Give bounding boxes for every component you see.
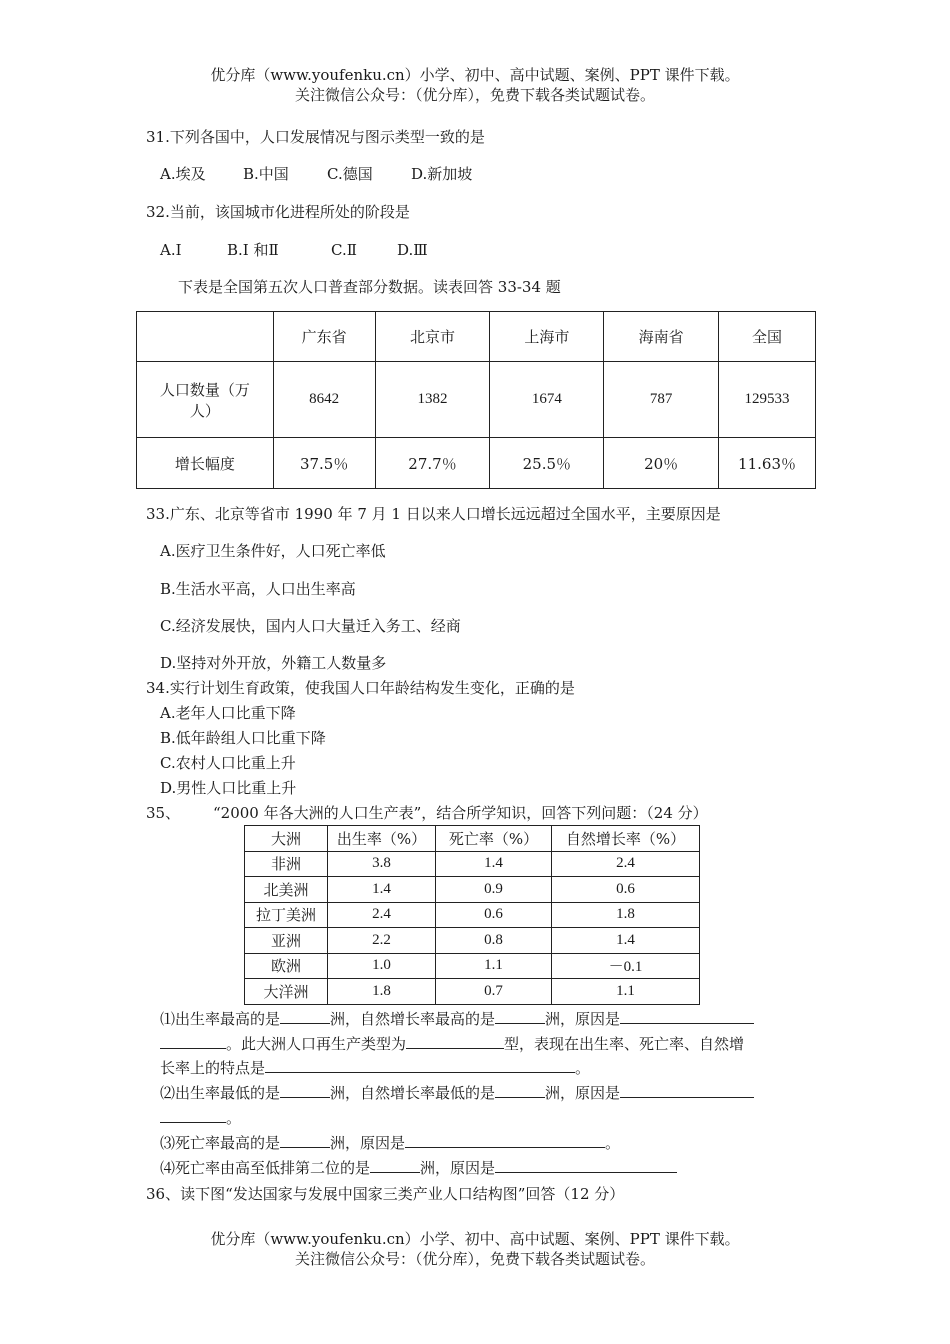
- answer-blank[interactable]: [406, 1034, 504, 1049]
- table-cell: 欧洲: [245, 953, 328, 979]
- answer-blank[interactable]: [280, 1133, 330, 1148]
- table-header-cell: 全国: [719, 312, 816, 362]
- table-intro: 下表是全国第五次人口普查部分数据。读表回答 33-34 题: [178, 278, 561, 296]
- q35-number: 35、: [146, 804, 181, 822]
- q35-sub2-text-b: 洲，自然增长率最低的是: [330, 1084, 496, 1102]
- table-cell: 1.4: [436, 851, 552, 877]
- answer-blank[interactable]: [620, 1083, 754, 1098]
- q35-sub1-text-g: 。: [575, 1059, 591, 1077]
- table-row: [245, 928, 700, 954]
- table-cell: 拉丁美洲: [245, 902, 328, 928]
- q35-sub1-text-f: 长率上的特点是: [160, 1059, 266, 1077]
- table-cell: 2.4: [552, 851, 700, 877]
- table-cell: 0.9: [436, 877, 552, 903]
- table-cell: 北美洲: [245, 877, 328, 903]
- q34-option-a: A.老年人口比重下降: [160, 704, 296, 722]
- header-line-2: 关注微信公众号：（优分库），免费下载各类试题试卷。: [294, 86, 655, 104]
- table-cell: 129533: [719, 362, 816, 438]
- table-header-cell: 出生率（%）: [328, 826, 436, 852]
- table-cell: 0.6: [436, 902, 552, 928]
- answer-blank[interactable]: [265, 1058, 575, 1073]
- table-cell: 0.6: [552, 877, 700, 903]
- table-cell: 2.4: [328, 902, 436, 928]
- answer-blank[interactable]: [620, 1009, 754, 1024]
- q34-option-b: B.低年龄组人口比重下降: [160, 729, 326, 747]
- q31-option-a: A.埃及: [160, 165, 206, 183]
- q34-stem: 34.实行计划生育政策，使我国人口年龄结构发生变化，正确的是: [146, 679, 575, 697]
- q35-sub2-text-c: 洲，原因是: [545, 1084, 621, 1102]
- q33-option-a: A.医疗卫生条件好，人口死亡率低: [160, 542, 386, 560]
- q35-sub1-text-d: 。此大洲人口再生产类型为: [226, 1035, 407, 1053]
- q35-sub4-text-a: ⑷死亡率由高至低排第二位的是: [160, 1159, 371, 1177]
- table-cell: 787: [604, 362, 719, 438]
- row-label: [137, 362, 274, 438]
- answer-blank[interactable]: [495, 1083, 545, 1098]
- table-row: [245, 877, 700, 903]
- table-header-cell: 自然增长率（%）: [552, 826, 700, 852]
- table-cell: 亚洲: [245, 928, 328, 954]
- table-cell: 1.8: [552, 902, 700, 928]
- q35-sub1-text-c: 洲，原因是: [545, 1010, 621, 1028]
- table-cell: 8642: [273, 362, 375, 438]
- q32-option-c: C.Ⅱ: [331, 241, 357, 259]
- q35-sub1-text-a: ⑴出生率最高的是: [160, 1010, 281, 1028]
- table-cell: 1.8: [328, 979, 436, 1005]
- table-header-row: [245, 826, 700, 852]
- table-row: [245, 851, 700, 877]
- table-cell: 0.8: [436, 928, 552, 954]
- table-cell: 大洋洲: [245, 979, 328, 1005]
- table-cell: 1.4: [328, 877, 436, 903]
- table-header-cell: 北京市: [375, 312, 490, 362]
- q33-option-b: B.生活水平高，人口出生率高: [160, 580, 356, 598]
- row-label: 增长幅度: [137, 438, 274, 489]
- table-cell: 1.1: [552, 979, 700, 1005]
- table-row: [137, 438, 816, 489]
- header-line-1: 优分库（www.youfenku.cn）小学、初中、高中试题、案例、PPT 课件下载。: [210, 66, 740, 84]
- row-label-line2: 人）: [189, 401, 220, 420]
- answer-blank[interactable]: [370, 1158, 420, 1173]
- q34-option-c: C.农村人口比重上升: [160, 754, 296, 772]
- answer-blank[interactable]: [405, 1133, 605, 1148]
- answer-blank[interactable]: [160, 1034, 226, 1049]
- row-label-line1: 人口数量（万: [159, 380, 250, 399]
- q31-option-b: B.中国: [243, 165, 289, 183]
- q32-option-d: D.Ⅲ: [397, 241, 428, 259]
- q31-option-d: D.新加坡: [411, 165, 473, 183]
- table-header-cell: 广东省: [273, 312, 375, 362]
- answer-blank[interactable]: [280, 1083, 330, 1098]
- census-table: [136, 311, 816, 489]
- table-cell: 37.5％: [273, 438, 375, 489]
- answer-blank[interactable]: [160, 1108, 226, 1123]
- table-cell: 1.1: [436, 953, 552, 979]
- q35-sub2-text-a: ⑵出生率最低的是: [160, 1084, 281, 1102]
- q35-sub1-text-b: 洲，自然增长率最高的是: [330, 1010, 496, 1028]
- q36-stem: 36、读下图“发达国家与发展中国家三类产业人口结构图”回答（12 分）: [146, 1185, 625, 1203]
- q35-sub4: [160, 1158, 677, 1178]
- table-cell: 1.4: [552, 928, 700, 954]
- q34-option-d: D.男性人口比重上升: [160, 779, 297, 797]
- q32-stem: 32.当前，该国城市化进程所处的阶段是: [146, 203, 410, 221]
- answer-blank[interactable]: [495, 1158, 677, 1173]
- table-header-cell: 上海市: [490, 312, 604, 362]
- table-row: [137, 362, 816, 438]
- answer-blank[interactable]: [495, 1009, 545, 1024]
- q35-sub2-line1: [160, 1083, 754, 1103]
- q31-stem: 31.下列各国中，人口发展情况与图示类型一致的是: [146, 128, 485, 146]
- q35-sub1-text-e: 型，表现在出生率、死亡率、自然增: [504, 1035, 745, 1053]
- continent-population-table: [244, 825, 700, 1005]
- q35-sub1-line3: [160, 1058, 590, 1078]
- q35-sub2-line2: [160, 1108, 241, 1128]
- table-cell: 0.7: [436, 979, 552, 1005]
- q35-sub3: [160, 1133, 620, 1153]
- q33-option-c: C.经济发展快，国内人口大量迁入务工、经商: [160, 617, 461, 635]
- q33-option-d: D.坚持对外开放，外籍工人数量多: [160, 654, 387, 672]
- table-header-row: [137, 312, 816, 362]
- q35-sub4-text-b: 洲，原因是: [420, 1159, 496, 1177]
- footer-line-2: 关注微信公众号：（优分库），免费下载各类试题试卷。: [294, 1250, 655, 1268]
- table-cell: 2.2: [328, 928, 436, 954]
- table-cell: －0.1: [552, 953, 700, 979]
- q35-sub3-text-c: 。: [605, 1134, 621, 1152]
- table-header-cell: 大洲: [245, 826, 328, 852]
- q35-sub1-line2: [160, 1034, 744, 1054]
- table-cell: 3.8: [328, 851, 436, 877]
- q35-sub1-line1: [160, 1009, 754, 1029]
- table-header-cell: 海南省: [604, 312, 719, 362]
- table-cell: 27.7％: [375, 438, 490, 489]
- table-row: [245, 979, 700, 1005]
- q32-option-b: B.Ⅰ 和Ⅱ: [227, 241, 279, 259]
- table-row: [245, 953, 700, 979]
- q35-sub2-text-d: 。: [226, 1109, 242, 1127]
- table-cell: 1.0: [328, 953, 436, 979]
- q35-stem: “2000 年各大洲的人口生产表”，结合所学知识，回答下列问题：（24 分）: [213, 804, 708, 822]
- q35-sub3-text-a: ⑶死亡率最高的是: [160, 1134, 281, 1152]
- table-header-cell: [137, 312, 274, 362]
- table-row: [245, 902, 700, 928]
- table-cell: 非洲: [245, 851, 328, 877]
- table-cell: 11.63％: [719, 438, 816, 489]
- q33-stem: 33.广东、北京等省市 1990 年 7 月 1 日以来人口增长远远超过全国水平，主要原因是: [146, 505, 721, 523]
- table-cell: 1674: [490, 362, 604, 438]
- table-cell: 1382: [375, 362, 490, 438]
- q32-option-a: A.Ⅰ: [160, 241, 182, 259]
- answer-blank[interactable]: [280, 1009, 330, 1024]
- q31-option-c: C.德国: [327, 165, 373, 183]
- table-cell: 25.5％: [490, 438, 604, 489]
- q35-sub3-text-b: 洲，原因是: [330, 1134, 406, 1152]
- footer-line-1: 优分库（www.youfenku.cn）小学、初中、高中试题、案例、PPT 课件下载。: [210, 1230, 740, 1248]
- table-header-cell: 死亡率（%）: [436, 826, 552, 852]
- table-cell: 20％: [604, 438, 719, 489]
